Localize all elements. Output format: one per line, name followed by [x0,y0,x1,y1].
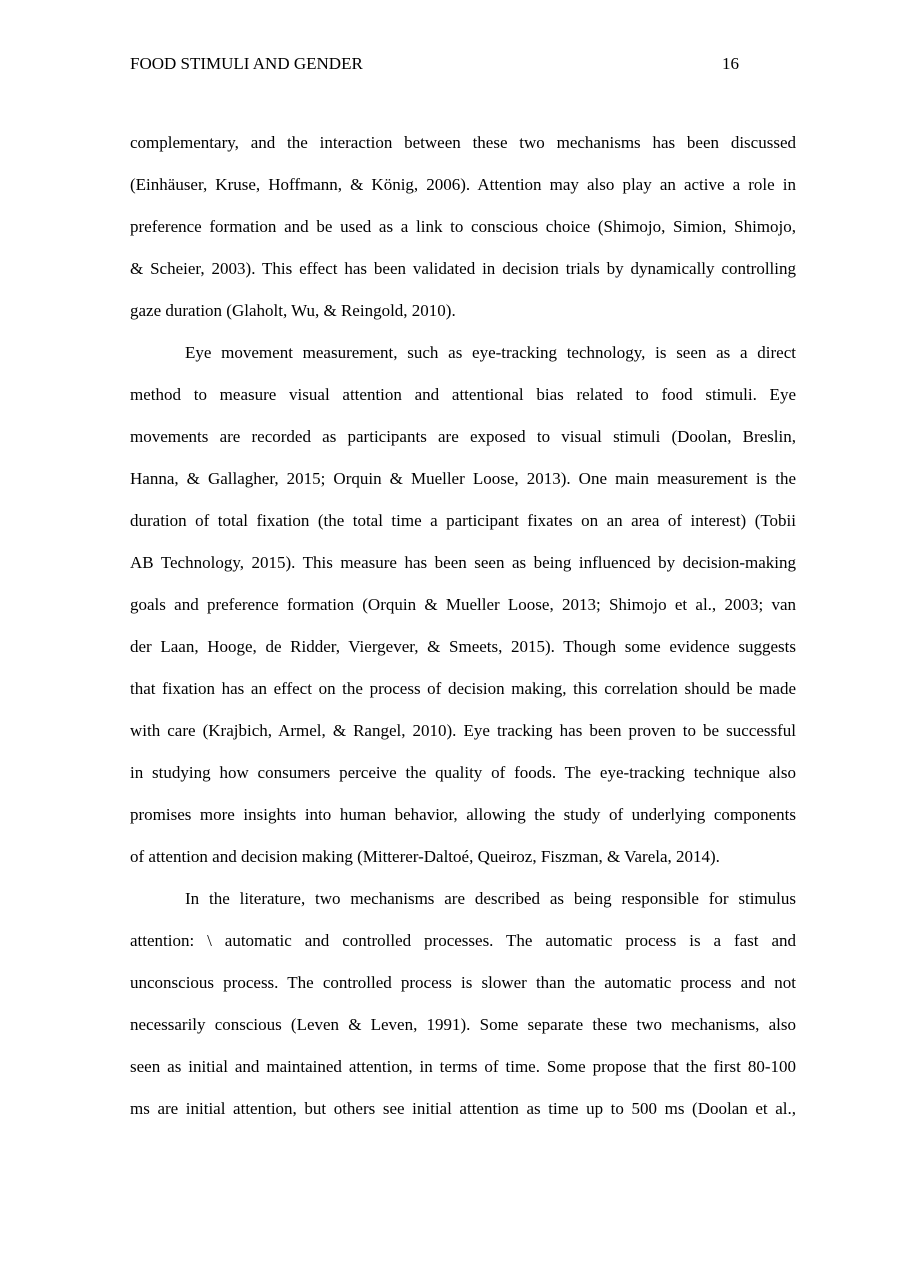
text-line: necessarily conscious (Leven & Leven, 1991). Some separate these two mechanisms, also [130,1015,796,1034]
text-line: of attention and decision making (Mitterer-Daltoé, Queiroz, Fiszman, & Varela, 2014). [130,847,720,866]
text-line: seen as initial and maintained attention, in terms of time. Some propose that the first 80-100 [130,1057,796,1076]
running-head: FOOD STIMULI AND GENDER [130,54,363,73]
text-line: that fixation has an effect on the process of decision making, this correlation should be made [130,679,796,698]
text-line: goals and preference formation (Orquin & Mueller Loose, 2013; Shimojo et al., 2003; van [130,595,796,614]
text-line: (Einhäuser, Kruse, Hoffmann, & König, 2006). Attention may also play an active a role in [130,175,796,194]
text-line: in studying how consumers perceive the quality of foods. The eye-tracking technique also [130,763,796,782]
text-line: duration of total fixation (the total time a participant fixates on an area of interest) (Tobii [130,511,796,530]
text-line: preference formation and be used as a link to conscious choice (Shimojo, Simion, Shimojo, [130,217,796,236]
text-line: complementary, and the interaction between these two mechanisms has been discussed [130,133,796,152]
body-text [130,122,796,1130]
text-line: movements are recorded as participants are exposed to visual stimuli (Doolan, Breslin, [130,427,796,446]
paragraph-2 [130,332,796,878]
text-line: with care (Krajbich, Armel, & Rangel, 2010). Eye tracking has been proven to be successful [130,721,796,740]
text-line: unconscious process. The controlled process is slower than the automatic process and not [130,973,796,992]
paragraph-3 [130,878,796,1130]
page-number: 16 [722,54,739,73]
text-line: attention: \ automatic and controlled processes. The automatic process is a fast and [130,931,796,950]
text-line: AB Technology, 2015). This measure has been seen as being influenced by decision-making [130,553,796,572]
text-line: method to measure visual attention and attentional bias related to food stimuli. Eye [130,385,796,404]
text-line: In the literature, two mechanisms are described as being responsible for stimulus [185,889,796,908]
text-line: ms are initial attention, but others see initial attention as time up to 500 ms (Doolan et al., [130,1099,796,1118]
paragraph-1 [130,122,796,332]
text-line: Eye movement measurement, such as eye-tracking technology, is seen as a direct [185,343,796,362]
text-line: promises more insights into human behavior, allowing the study of underlying components [130,805,796,824]
text-line: & Scheier, 2003). This effect has been validated in decision trials by dynamically controlling [130,259,796,278]
text-line: gaze duration (Glaholt, Wu, & Reingold, 2010). [130,301,456,320]
text-line: Hanna, & Gallagher, 2015; Orquin & Mueller Loose, 2013). One main measurement is the [130,469,796,488]
text-line: der Laan, Hooge, de Ridder, Viergever, & Smeets, 2015). Though some evidence suggests [130,637,796,656]
